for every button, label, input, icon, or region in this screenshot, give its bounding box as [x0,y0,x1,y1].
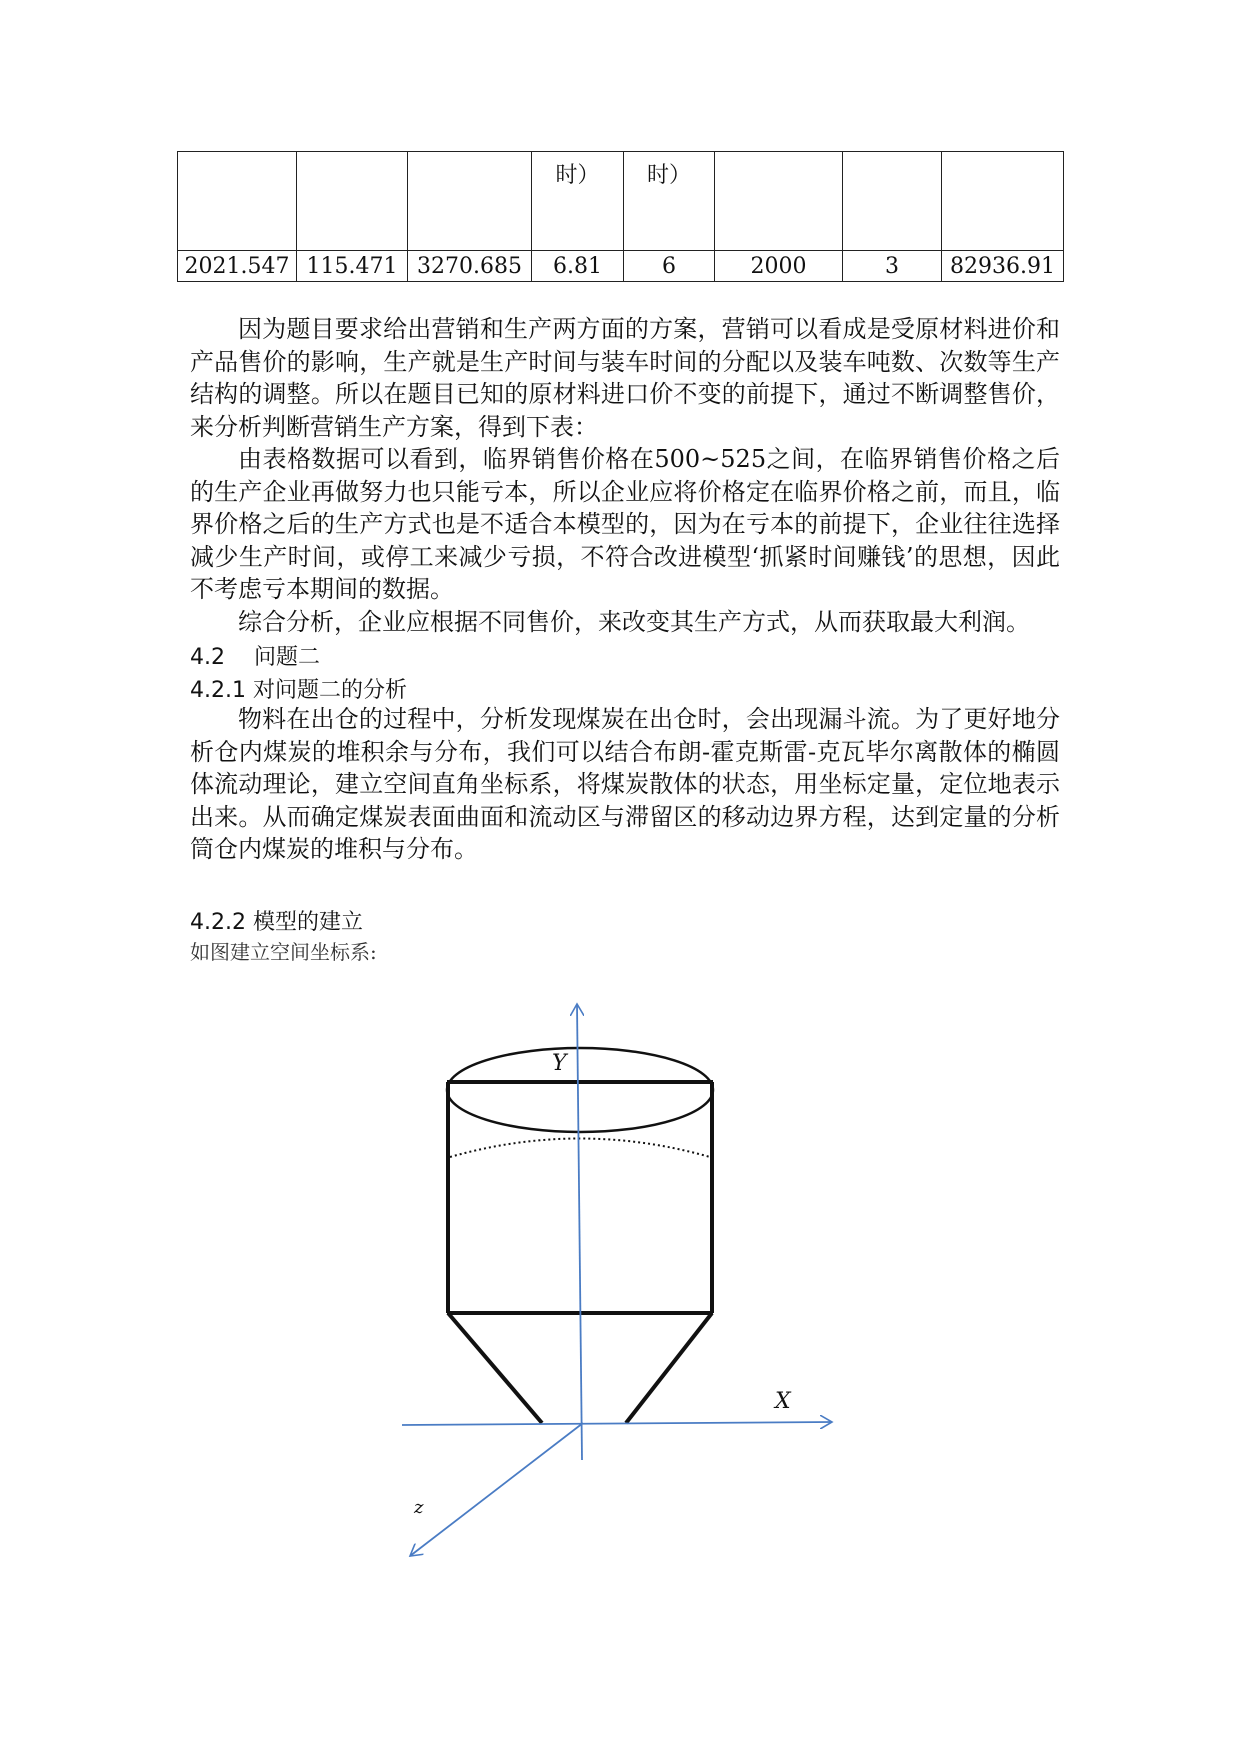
table-cell: 3 [843,251,942,282]
problem2-text-block [190,703,1060,866]
silo-coordinate-figure [0,990,1241,1590]
silo-top-ellipse [447,1048,713,1132]
table-cell: 82936.91 [942,251,1064,282]
figure-caption: 如图建立空间坐标系: [190,940,377,964]
section-heading-4-2: 4.2 问题二 [190,645,320,670]
table-cell: 时） [532,152,624,251]
coordinate-axes [402,1004,832,1556]
table-cell [715,152,843,251]
table-cell: 115.471 [297,251,408,282]
table-cell: 6.81 [532,251,624,282]
table-cell: 2000 [715,251,843,282]
paragraph-problem2-analysis: 物料在出仓的过程中，分析发现煤炭在出仓时，会出现漏斗流。为了更好地分析仓内煤炭的堆积余与分布，我们可以结合布朗-霍克斯雷-克瓦毕尔离散体的椭圆体流动理论，建立空间直角坐标系，将煤炭散体的状态，用坐标定量，定位地表示出来。从而确定煤炭表面曲面和流动区与滞留区的移动边界方程，达到定量的分析筒仓内煤炭的堆积与分布。 [190,705,1060,863]
hopper-left [448,1313,542,1423]
table-row [178,152,1064,251]
y-axis-label: Y [552,1051,567,1076]
table-cell [178,152,297,251]
x-axis-label: X [775,1389,791,1414]
table-cell: 3270.685 [408,251,532,282]
z-axis [410,1423,583,1556]
table-cell [942,152,1064,251]
x-axis [402,1422,832,1425]
table-cell [408,152,532,251]
paragraph-summary: 综合分析，企业应根据不同售价，来改变其生产方式，从而获取最大利润。 [238,607,1030,636]
paragraph-marketing: 因为题目要求给出营销和生产两方面的方案，营销可以看成是受原材料进价和产品售价的影响，生产就是生产时间与装车时间的分配以及装车吨数、次数等生产结构的调整。所以在题目已知的原材料进口价不变的前提下，通过不断调整售价，来分析判断营销生产方案，得到下表： [190,315,1060,441]
table-cell: 2021.547 [178,251,297,282]
hopper-right [626,1313,712,1423]
table-cell [843,152,942,251]
coal-surface-curve [450,1139,710,1158]
table-cell [297,152,408,251]
z-axis-label: z [414,1497,424,1518]
table-cell: 6 [624,251,715,282]
section-heading-4-2-2: 4.2.2 模型的建立 [190,910,363,935]
table-row [178,251,1064,282]
y-axis [577,1004,582,1460]
paragraph-critical-price: 由表格数据可以看到，临界销售价格在500~525之间，在临界销售价格之后的生产企业再做努力也只能亏本，所以企业应将价格定在临界价格之前，而且，临界价格之后的生产方式也是不适合本模型的，因为在亏本的前提下，企业往往选择减少生产时间，或停工来减少亏损，不符合改进模型‘抓紧时间赚钱’的思想，因此不考虑亏本期间的数据。 [190,445,1060,603]
table-cell: 时） [624,152,715,251]
analysis-text-block [190,313,1060,638]
section-heading-4-2-1: 4.2.1 对问题二的分析 [190,678,407,703]
data-table [177,151,1064,282]
